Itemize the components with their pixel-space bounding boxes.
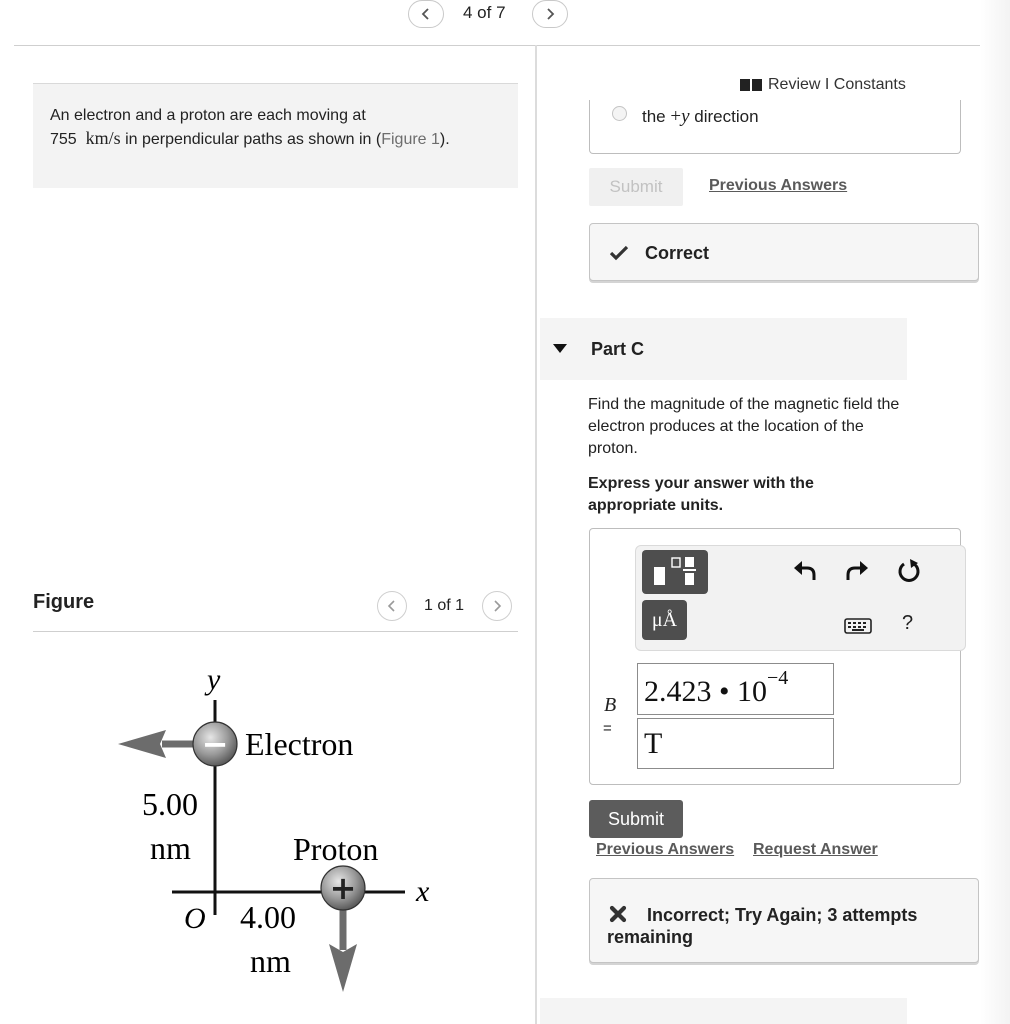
collapse-triangle-icon (553, 344, 567, 354)
part-b-options (589, 100, 961, 154)
problem-statement (33, 83, 518, 188)
figure-pager-label: 1 of 1 (424, 597, 465, 614)
proton-arrow-head (329, 944, 357, 992)
option-prefix: the (642, 107, 666, 126)
figure-previous-button[interactable] (377, 591, 407, 621)
value-exponent: −4 (767, 667, 789, 689)
checkmark-icon (610, 245, 628, 261)
figure-title: Figure (33, 591, 95, 613)
chevron-left-icon (420, 7, 432, 21)
x-distance-unit: nm (250, 943, 291, 979)
y-axis-label: y (207, 663, 221, 696)
keyboard-icon[interactable] (844, 618, 872, 634)
part-c-header[interactable] (540, 318, 907, 380)
part-c-instruction: Express your answer with the appropriate units. (588, 475, 814, 514)
part-c-feedback-text: Incorrect; Try Again; 3 attempts remaining (607, 905, 918, 947)
proton-label: Proton (293, 831, 379, 867)
undo-icon[interactable] (793, 560, 817, 582)
page-edge (980, 0, 1010, 1024)
value-base: 10 (737, 675, 768, 708)
option-plus-y-label[interactable] (642, 106, 759, 128)
part-b-submit-button[interactable]: Submit (589, 168, 683, 206)
proton-sign: + (329, 869, 357, 907)
units-button[interactable]: μÅ (642, 600, 687, 640)
next-problem-button[interactable] (532, 0, 568, 28)
figure-diagram (100, 660, 480, 1000)
option-variable: y (681, 106, 690, 127)
reset-icon[interactable] (897, 559, 921, 583)
part-c-feedback (589, 878, 979, 963)
chevron-left-icon (387, 599, 397, 613)
help-button[interactable]: ? (902, 612, 914, 634)
part-c-title: Part C (591, 339, 645, 359)
problem-speed-unit: km/s (85, 128, 121, 148)
part-c-previous-answers-link[interactable]: Previous Answers (596, 841, 735, 858)
part-b-feedback-text: Correct (645, 243, 710, 263)
review-constants-link[interactable] (740, 76, 906, 94)
option-suffix: direction (694, 107, 759, 126)
next-part-header (540, 998, 907, 1024)
electron-arrow-head (118, 730, 166, 758)
value-input[interactable] (637, 663, 834, 715)
value-mantissa: 2.423 (644, 675, 712, 708)
y-distance-unit: nm (150, 830, 191, 866)
origin-label: O (184, 902, 206, 935)
chevron-right-icon (492, 599, 502, 613)
book-icon (740, 79, 762, 91)
figure-next-button[interactable] (482, 591, 512, 621)
chevron-right-icon (544, 7, 556, 21)
part-b-feedback (589, 223, 979, 281)
part-b-previous-answers-link[interactable]: Previous Answers (709, 177, 848, 194)
answer-variable: B (604, 694, 617, 716)
templates-button[interactable] (642, 550, 708, 594)
radio-plus-y[interactable] (612, 106, 627, 121)
problem-speed: 755 (50, 131, 77, 148)
problem-pager-label: 4 of 7 (463, 3, 506, 22)
review-constants-label: Review I Constants (768, 76, 906, 93)
unit-value: T (644, 727, 663, 760)
value-dot: • (719, 675, 730, 708)
previous-problem-button[interactable] (408, 0, 444, 28)
header-divider (14, 45, 980, 46)
x-distance-value: 4.00 (240, 899, 296, 935)
part-c-submit-button[interactable]: Submit (589, 800, 683, 838)
electron-sign: − (201, 725, 229, 763)
electron-label: Electron (245, 726, 354, 762)
redo-icon[interactable] (845, 560, 869, 582)
fraction-template-icon (642, 550, 708, 594)
request-answer-link[interactable]: Request Answer (753, 841, 878, 858)
figure-divider (33, 631, 518, 632)
column-divider (535, 45, 537, 1024)
problem-text-intro: An electron and a proton are each moving at (50, 107, 366, 124)
problem-text-middle: in perpendicular paths as shown in ( (125, 131, 382, 148)
figure-link[interactable]: Figure 1 (381, 131, 440, 148)
option-sign: + (670, 106, 682, 127)
unit-input[interactable] (637, 718, 834, 769)
x-axis-label: x (416, 875, 430, 908)
answer-equals: = (603, 720, 612, 737)
part-c-question: Find the magnitude of the magnetic field the electron produces at the location of the proton. (588, 396, 900, 457)
math-toolbar (635, 545, 966, 651)
y-distance-value: 5.00 (142, 786, 198, 822)
problem-text-end: ). (439, 131, 450, 148)
